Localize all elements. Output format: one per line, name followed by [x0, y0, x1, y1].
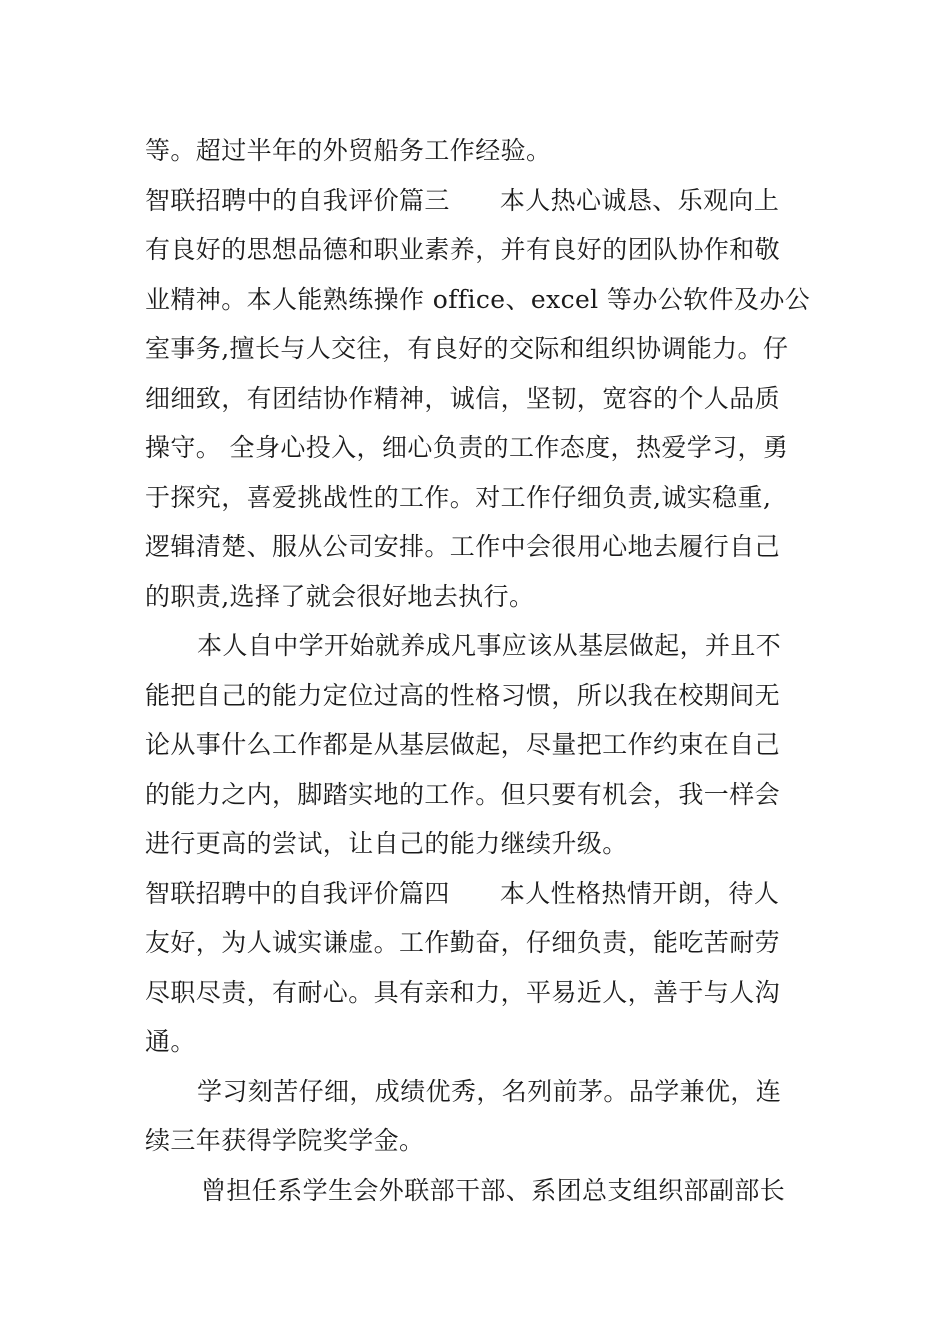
text-line: 曾担任系学生会外联部干部、系团总支组织部副部长 — [201, 1175, 786, 1205]
text-line: 的职责,选择了就会很好地去执行。 — [145, 581, 535, 611]
text-line: 续三年获得学院奖学金。 — [145, 1126, 425, 1155]
text-line: 的能力之内，脚踏实地的工作。但只要有机会，我一样会 — [145, 779, 781, 809]
text-line: 有良好的思想品德和职业素养，并有良好的团队协作和敬 — [145, 235, 781, 264]
section-heading: 智联招聘中的自我评价篇四 — [145, 878, 450, 908]
text-line: 友好，为人诚实谦虚。工作勤奋，仔细负责，能吃苦耐劳 — [145, 928, 781, 957]
text-line: 进行更高的尝试，让自己的能力继续升级。 — [145, 829, 628, 858]
text-line: 于探究，喜爱挑战性的工作。对工作仔细负责,诚实稳重, — [145, 482, 772, 512]
text-line: 本人自中学开始就养成凡事应该从基层做起，并且不 — [197, 631, 782, 660]
text-segment: 本人性格热情开朗，待人 — [499, 878, 780, 908]
text-line: 论从事什么工作都是从基层做起，尽量把工作约束在自己 — [145, 730, 781, 759]
section-heading-line — [145, 176, 805, 226]
text-line: 室事务,擅长与人交往，有良好的交际和组织协调能力。仔 — [145, 334, 789, 363]
text-line: 细细致，有团结协作精神，诚信，坚韧，宽容的个人品质 — [145, 383, 781, 413]
text-segment: 本人热心诚恳、乐观向上 — [499, 185, 780, 215]
text-line: 尽职尽责，有耐心。具有亲和力，平易近人，善于与人沟 — [145, 977, 781, 1007]
text-line: 能把自己的能力定位过高的性格习惯，所以我在校期间无 — [145, 680, 781, 710]
section-heading: 智联招聘中的自我评价篇三 — [145, 185, 450, 215]
text-line: 通。 — [145, 1027, 196, 1056]
text-line: 业精神。本人能熟练操作 office、excel 等办公软件及办公 — [145, 284, 811, 314]
text-line: 等。超过半年的外贸船务工作经验。 — [145, 136, 552, 165]
text-line: 逻辑清楚、服从公司安排。工作中会很用心地去履行自己 — [145, 532, 781, 561]
text-line: 操守。 全身心投入，细心负责的工作态度，热爱学习，勇 — [145, 433, 789, 462]
text-line: 学习刻苦仔细，成绩优秀，名列前茅。品学兼优，连 — [197, 1076, 782, 1106]
document-body — [145, 126, 811, 1215]
section-heading-line — [145, 869, 805, 919]
